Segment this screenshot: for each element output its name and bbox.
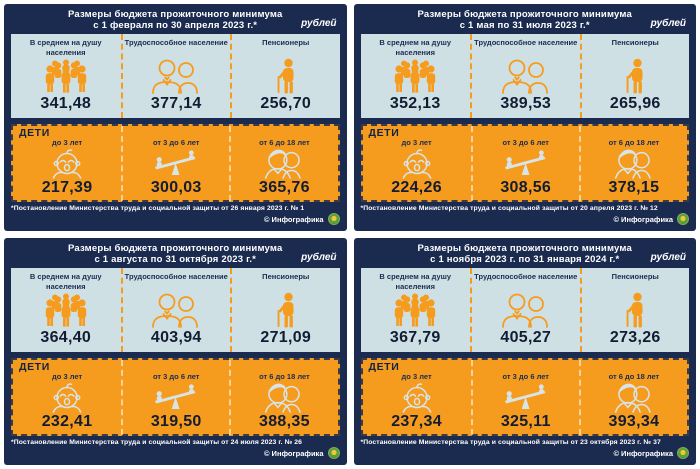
category-value: 273,26: [609, 329, 661, 347]
category-value: 367,79: [389, 329, 441, 347]
seesaw-icon: [153, 150, 199, 177]
adults-section: [361, 268, 690, 352]
footnote: *Постановление Министерства труда и социальной защиты от 23 октября 2023 г. № 37: [360, 439, 661, 447]
child-value: 217,39: [41, 179, 93, 197]
category-value: 377,14: [150, 95, 202, 113]
pensioner-with-cane-icon: [273, 58, 299, 94]
category-column: [361, 268, 471, 352]
category-label: Трудоспособное население: [474, 272, 578, 282]
footnote: *Постановление Министерства труда и социальной защиты от 26 января 2023 г. № 1: [11, 205, 305, 213]
category-column: [470, 268, 580, 352]
working-age-couple-icon: [150, 58, 202, 94]
child-value: 300,03: [150, 179, 202, 197]
category-column: [580, 34, 690, 118]
people-group-icon: [392, 59, 438, 93]
adults-section: [11, 34, 340, 118]
panel-may-jul-2023: [354, 4, 697, 231]
credit-label: © Инфографика: [613, 214, 673, 224]
baby-face-icon: [47, 382, 87, 413]
panel-title: Размеры бюджета прожиточного минимума: [67, 9, 283, 20]
child-value: 365,76: [259, 179, 310, 197]
child-value: 393,34: [608, 413, 660, 431]
seesaw-icon: [503, 150, 549, 177]
credit-label: © Инфографика: [263, 214, 324, 224]
child-label: от 6 до 18 лет: [608, 138, 660, 148]
children-section: [361, 358, 690, 436]
child-label: от 3 до 6 лет: [502, 138, 549, 148]
category-column: [11, 268, 121, 352]
category-value: 389,53: [500, 95, 552, 113]
credit-row: [11, 213, 340, 225]
pensioner-with-cane-icon: [622, 58, 648, 94]
credit-label: © Инфографика: [263, 448, 324, 458]
category-label: Трудоспособное население: [474, 38, 578, 48]
schoolchildren-icon: [614, 381, 654, 413]
panel-header: [361, 8, 690, 33]
child-label: до 3 лет: [401, 138, 432, 148]
category-label: В среднем на душу населения: [379, 272, 452, 291]
category-column: [121, 268, 231, 352]
credit-row: [361, 447, 690, 459]
belta-emblem-icon: [328, 213, 340, 225]
panel-title: Размеры бюджета прожиточного минимума: [417, 9, 632, 20]
panel-period: с 1 мая по 31 июля 2023 г.*: [459, 20, 590, 32]
category-label: Пенсионеры: [262, 38, 310, 48]
child-value: 325,11: [500, 413, 551, 431]
panel-title: Размеры бюджета прожиточного минимума: [417, 243, 632, 254]
child-label: от 6 до 18 лет: [608, 372, 660, 382]
child-label: до 3 лет: [401, 372, 432, 382]
baby-face-icon: [47, 148, 87, 179]
adults-section: [11, 268, 340, 352]
children-section: [11, 358, 340, 436]
pensioner-with-cane-icon: [273, 292, 299, 328]
child-column: [121, 360, 229, 435]
category-column: [230, 268, 340, 352]
children-section: [361, 124, 690, 202]
people-group-icon: [43, 293, 89, 327]
children-header: ДЕТИ: [19, 127, 50, 140]
children-header: ДЕТИ: [368, 361, 400, 374]
child-value: 378,15: [608, 179, 660, 197]
panel-title: Размеры бюджета прожиточного минимума: [67, 243, 283, 254]
category-value: 256,70: [260, 95, 312, 113]
schoolchildren-icon: [614, 147, 654, 179]
child-label: от 3 до 6 лет: [152, 372, 200, 382]
currency-label: рублей: [650, 18, 686, 29]
category-label: Пенсионеры: [611, 272, 659, 282]
schoolchildren-icon: [264, 381, 304, 413]
category-value: 364,40: [40, 329, 92, 347]
category-column: [580, 268, 690, 352]
category-label: Трудоспособное население: [124, 272, 228, 282]
panel-header: [11, 8, 340, 33]
currency-label: рублей: [301, 18, 337, 29]
seesaw-icon: [153, 384, 199, 411]
currency-label: рублей: [301, 252, 337, 263]
category-column: [470, 34, 580, 118]
child-value: 319,50: [150, 413, 202, 431]
seesaw-icon: [503, 384, 549, 411]
credit-row: [361, 213, 690, 225]
child-column: [471, 360, 579, 435]
category-value: 403,94: [150, 329, 202, 347]
panel-feb-apr-2023: [4, 4, 347, 231]
child-value: 388,35: [259, 413, 310, 431]
panel-aug-oct-2023: [4, 238, 347, 465]
category-column: [121, 34, 231, 118]
panel-nov2023-jan2024: [354, 238, 697, 465]
category-value: 271,09: [260, 329, 312, 347]
child-column: [471, 126, 579, 201]
people-group-icon: [43, 59, 89, 93]
category-label: В среднем на душу населения: [29, 272, 102, 291]
baby-face-icon: [397, 382, 437, 413]
schoolchildren-icon: [264, 147, 304, 179]
footnote: *Постановление Министерства труда и социальной защиты от 20 апреля 2023 г. № 12: [360, 205, 658, 213]
pensioner-with-cane-icon: [622, 292, 648, 328]
child-label: до 3 лет: [52, 372, 83, 382]
category-label: В среднем на душу населения: [379, 38, 452, 57]
credit-label: © Инфографика: [613, 448, 673, 458]
panel-header: [361, 242, 690, 267]
category-value: 341,48: [40, 95, 92, 113]
category-value: 352,13: [389, 95, 441, 113]
working-age-couple-icon: [500, 292, 552, 328]
working-age-couple-icon: [500, 58, 552, 94]
child-label: до 3 лет: [52, 138, 83, 148]
child-value: 224,26: [391, 179, 442, 197]
category-value: 405,27: [500, 329, 552, 347]
child-column: [229, 126, 337, 201]
child-label: от 3 до 6 лет: [152, 138, 200, 148]
category-label: Трудоспособное население: [124, 38, 228, 48]
belta-emblem-icon: [677, 447, 689, 459]
child-label: от 6 до 18 лет: [259, 138, 310, 148]
panel-period: с 1 февраля по 30 апреля 2023 г.*: [93, 20, 258, 32]
child-label: от 3 до 6 лет: [502, 372, 549, 382]
child-column: [121, 126, 229, 201]
panel-header: [11, 242, 340, 267]
category-label: Пенсионеры: [262, 272, 310, 282]
belta-emblem-icon: [677, 213, 689, 225]
child-column: [579, 126, 687, 201]
children-header: ДЕТИ: [19, 361, 50, 374]
category-column: [230, 34, 340, 118]
category-label: В среднем на душу населения: [29, 38, 102, 57]
children-header: ДЕТИ: [368, 127, 400, 140]
belta-emblem-icon: [328, 447, 340, 459]
child-column: [579, 360, 687, 435]
panel-period: с 1 ноября 2023 г. по 31 января 2024 г.*: [430, 254, 620, 266]
footnote: *Постановление Министерства труда и социальной защиты от 24 июля 2023 г. № 26: [11, 439, 303, 447]
currency-label: рублей: [650, 252, 686, 263]
child-value: 308,56: [500, 179, 552, 197]
category-label: Пенсионеры: [611, 38, 659, 48]
working-age-couple-icon: [150, 292, 202, 328]
category-value: 265,96: [609, 95, 661, 113]
credit-row: [11, 447, 340, 459]
children-section: [11, 124, 340, 202]
child-value: 232,41: [41, 413, 93, 431]
category-column: [11, 34, 121, 118]
panel-period: с 1 августа по 31 октября 2023 г.*: [94, 254, 257, 266]
adults-section: [361, 34, 690, 118]
child-column: [229, 360, 337, 435]
category-column: [361, 34, 471, 118]
people-group-icon: [392, 293, 438, 327]
child-label: от 6 до 18 лет: [259, 372, 310, 382]
baby-face-icon: [397, 148, 437, 179]
child-value: 237,34: [391, 413, 442, 431]
